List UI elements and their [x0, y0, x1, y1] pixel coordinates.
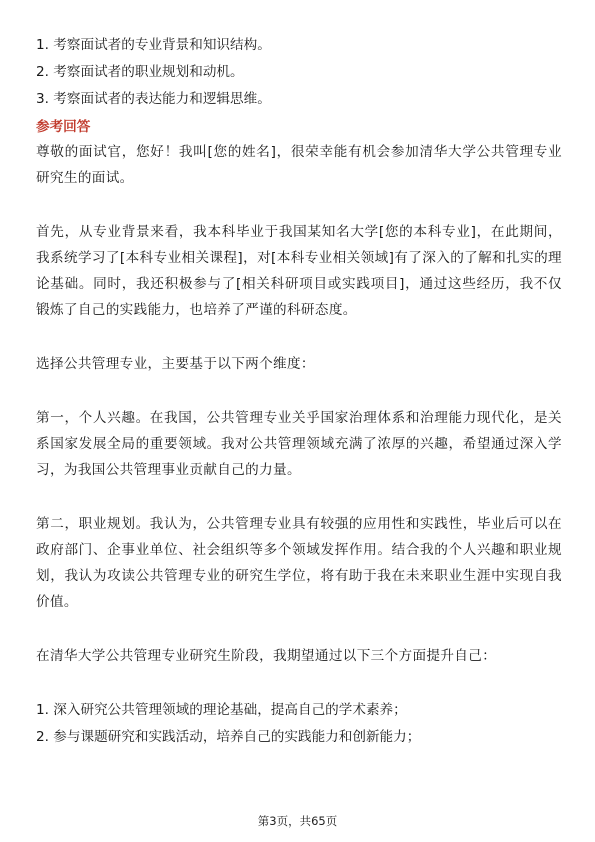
intro-list-item-3: 3. 考察面试者的表达能力和逻辑思维。	[36, 91, 271, 107]
spacer	[36, 615, 562, 643]
page-footer: 第3页，共65页	[257, 814, 338, 828]
spacer	[36, 483, 562, 511]
spacer	[36, 669, 562, 697]
paragraph-background: 首先，从专业背景来看，我本科毕业于我国某知名大学[您的本科专业]，在此期间，我系统学习了[本科专业相关课程]，对[本科专业相关领域]有了深入的了解和扎实的理论基础。同时，我还积极参与了[相关科研项目或实践项目]，通过这些经历，我不仅锻炼了自己的实践能力，也培养了严谨的科研态度。	[36, 224, 562, 318]
goals-list-item-1: 1. 深入研究公共管理领域的理论基础，提高自己的学术素养；	[36, 702, 407, 718]
goals-list-item-2: 2. 参与课题研究和实践活动，培养自己的实践能力和创新能力；	[36, 729, 421, 745]
paragraph-greeting: 尊敬的面试官，您好！我叫[您的姓名]，很荣幸能有机会参加清华大学公共管理专业研究生的面试。	[36, 144, 562, 186]
paragraph-goals-intro: 在清华大学公共管理专业研究生阶段，我期望通过以下三个方面提升自己：	[36, 648, 497, 664]
paragraph-reasons-intro: 选择公共管理专业，主要基于以下两个维度：	[36, 356, 315, 372]
intro-list-item-1: 1. 考察面试者的专业背景和知识结构。	[36, 37, 271, 53]
spacer	[36, 191, 562, 219]
spacer	[36, 323, 562, 351]
paragraph-interest: 第一，个人兴趣。在我国，公共管理专业关乎国家治理体系和治理能力现代化，是关系国家发展全局的重要领域。我对公共管理领域充满了浓厚的兴趣，希望通过深入学习，为我国公共管理事业贡献自己的力量。	[36, 410, 562, 478]
paragraph-career: 第二，职业规划。我认为，公共管理专业具有较强的应用性和实践性，毕业后可以在政府部门、企事业单位、社会组织等多个领域发挥作用。结合我的个人兴趣和职业规划，我认为攻读公共管理专业的研究生学位，将有助于我在未来职业生涯中实现自我价值。	[36, 516, 562, 610]
spacer	[36, 377, 562, 405]
answer-heading: 参考回答	[36, 119, 91, 135]
page-content	[36, 32, 562, 751]
intro-list-item-2: 2. 考察面试者的职业规划和动机。	[36, 64, 244, 80]
